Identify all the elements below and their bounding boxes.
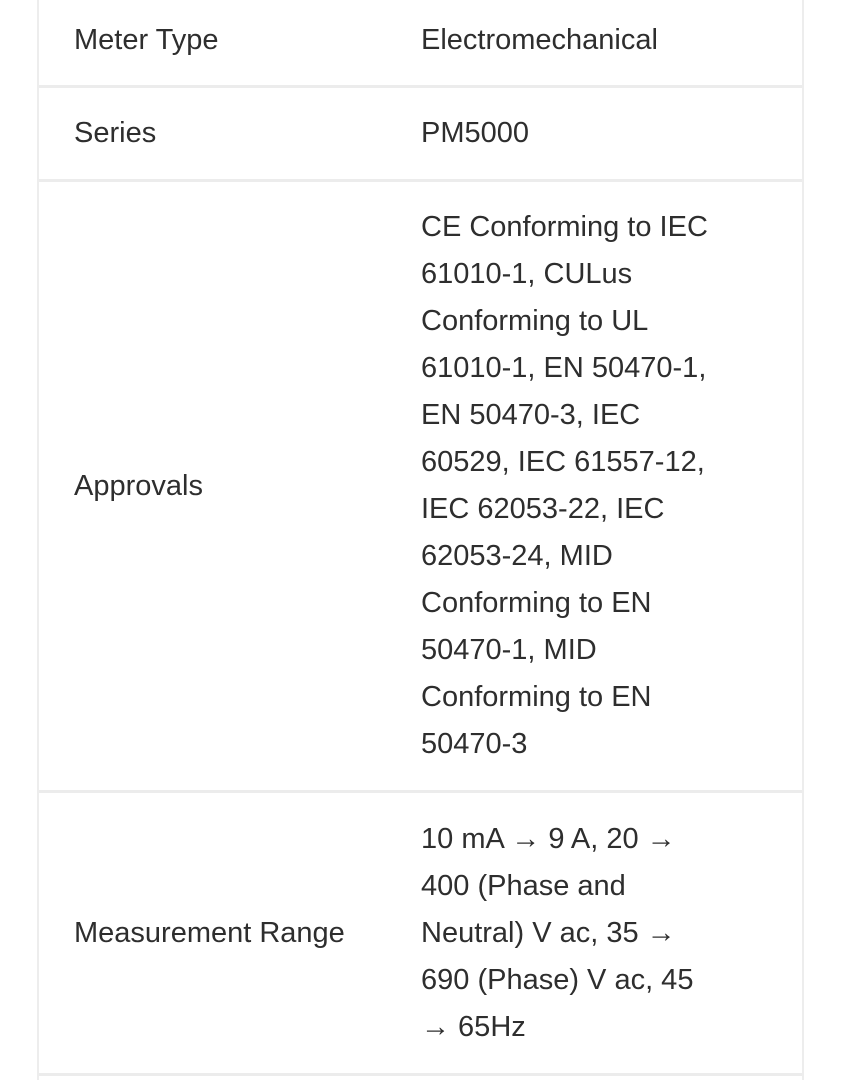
spec-value: 10 mA → 9 A, 20 → 400 (Phase and Neutral) V ac, 35 → 690 (Phase) V ac, 45 → 65Hz	[421, 822, 694, 1043]
spec-row-measurement-range	[39, 793, 802, 1076]
spec-label: Meter Type	[74, 24, 219, 56]
spec-label: Measurement Range	[74, 916, 345, 949]
spec-value: PM5000	[421, 117, 530, 149]
spec-row-approvals	[39, 182, 802, 793]
spec-row-next-partial	[39, 1076, 802, 1080]
spec-value: Electromechanical	[421, 24, 658, 56]
spec-value: CE Conforming to IEC 61010-1, CULus Conforming to UL 61010-1, EN 50470-1, EN 50470-3, IEC 60529, IEC 61557-12, IEC 62053-22, IEC 62053-24, MID Conforming to EN 50470-1, MID Conforming to EN 50470-3	[421, 211, 708, 760]
specifications-table	[37, 0, 804, 1080]
spec-label: Series	[74, 117, 157, 149]
spec-row-meter-type	[39, 0, 802, 88]
spec-label: Approvals	[74, 469, 203, 502]
spec-row-series	[39, 88, 802, 182]
